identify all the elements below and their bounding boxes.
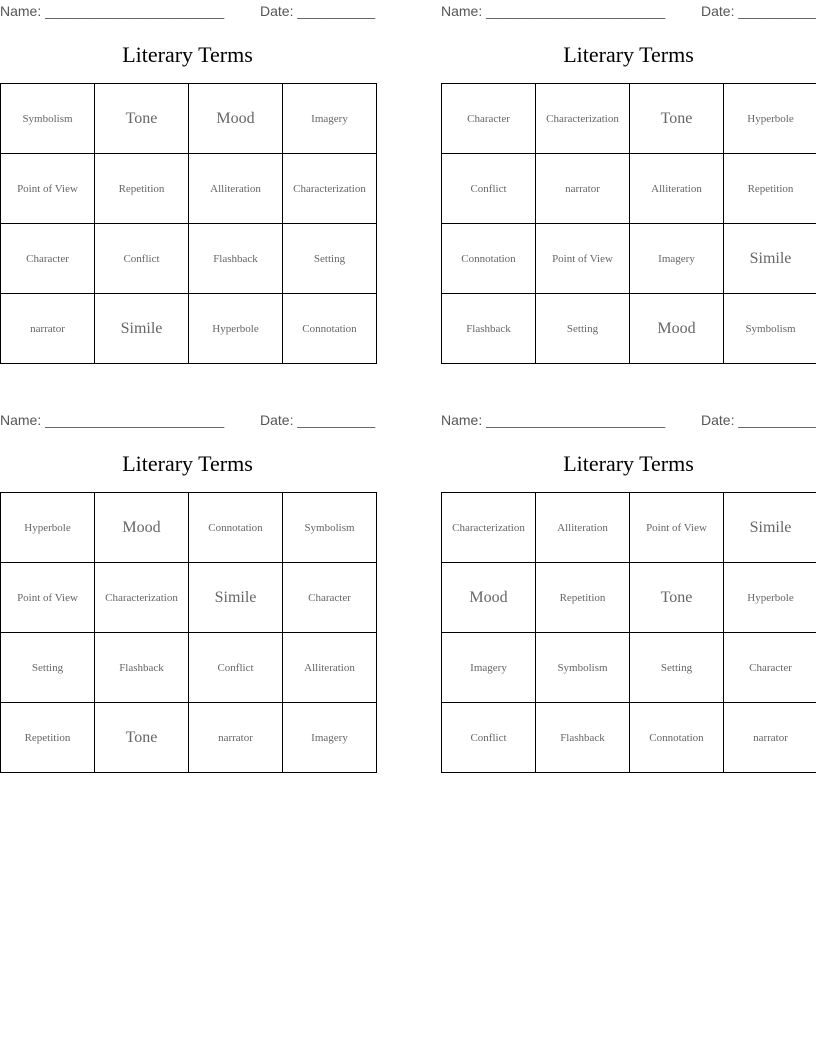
bingo-card-3 [0, 409, 375, 772]
name-date-line [441, 2, 816, 20]
grid-cell: Characterization [536, 84, 630, 154]
grid-cell: Point of View [630, 493, 724, 563]
grid-cell: Flashback [189, 224, 283, 294]
bingo-grid [0, 492, 377, 773]
card-title: Literary Terms [122, 451, 253, 476]
grid-cell: Flashback [536, 703, 630, 773]
date-label: Date: __________ [701, 412, 816, 428]
date-label: Date: __________ [260, 3, 376, 19]
grid-cell: Repetition [1, 703, 95, 773]
grid-cell: Conflict [189, 633, 283, 703]
bingo-card-1 [0, 0, 375, 363]
grid-cell: narrator [536, 154, 630, 224]
grid-cell: Alliteration [283, 633, 377, 703]
grid-cell: narrator [724, 703, 816, 773]
grid-cell: Characterization [283, 154, 377, 224]
grid-row [442, 633, 816, 703]
grid-row [442, 84, 816, 154]
bingo-card-2 [441, 0, 816, 363]
grid-cell: Point of View [536, 224, 630, 294]
grid-cell: Simile [95, 294, 189, 364]
grid-cell: Mood [95, 493, 189, 563]
grid-cell: Tone [95, 703, 189, 773]
grid-cell: Hyperbole [724, 563, 816, 633]
grid-cell: Setting [1, 633, 95, 703]
bingo-grid [0, 83, 377, 364]
name-label: Name: _______________________ [441, 412, 666, 428]
grid-cell: Tone [630, 563, 724, 633]
grid-row [1, 563, 377, 633]
name-label: Name: _______________________ [441, 3, 666, 19]
grid-cell: Tone [630, 84, 724, 154]
grid-cell: Characterization [95, 563, 189, 633]
grid-cell: Simile [724, 224, 816, 294]
grid-cell: Conflict [95, 224, 189, 294]
grid-cell: Simile [189, 563, 283, 633]
grid-cell: Symbolism [724, 294, 816, 364]
grid-cell: Character [283, 563, 377, 633]
grid-cell: Point of View [1, 154, 95, 224]
date-label: Date: __________ [260, 412, 376, 428]
grid-cell: narrator [1, 294, 95, 364]
grid-cell: Imagery [630, 224, 724, 294]
grid-cell: Connotation [630, 703, 724, 773]
grid-cell: Connotation [189, 493, 283, 563]
grid-row [442, 563, 816, 633]
grid-cell: Character [724, 633, 816, 703]
grid-cell: Symbolism [283, 493, 377, 563]
bingo-grid [441, 83, 816, 364]
grid-cell: Repetition [536, 563, 630, 633]
grid-cell: Setting [283, 224, 377, 294]
grid-cell: Symbolism [536, 633, 630, 703]
grid-cell: Mood [189, 84, 283, 154]
grid-cell: Conflict [442, 154, 536, 224]
grid-row [442, 294, 816, 364]
grid-row [1, 294, 377, 364]
name-date-line [0, 411, 375, 429]
grid-cell: Mood [630, 294, 724, 364]
card-title: Literary Terms [563, 42, 694, 67]
grid-cell: Simile [724, 493, 816, 563]
grid-row [1, 224, 377, 294]
grid-row [442, 224, 816, 294]
date-label: Date: __________ [701, 3, 816, 19]
grid-cell: Tone [95, 84, 189, 154]
grid-cell: Symbolism [1, 84, 95, 154]
grid-cell: Alliteration [536, 493, 630, 563]
grid-row [1, 154, 377, 224]
grid-cell: Alliteration [630, 154, 724, 224]
grid-cell: Alliteration [189, 154, 283, 224]
grid-row [442, 493, 816, 563]
grid-cell: Hyperbole [189, 294, 283, 364]
name-date-line [441, 411, 816, 429]
grid-cell: Character [1, 224, 95, 294]
grid-cell: Imagery [283, 703, 377, 773]
grid-row [442, 154, 816, 224]
grid-cell: Characterization [442, 493, 536, 563]
grid-row [1, 493, 377, 563]
grid-cell: Connotation [283, 294, 377, 364]
grid-cell: Imagery [442, 633, 536, 703]
grid-cell: Mood [442, 563, 536, 633]
grid-cell: Character [442, 84, 536, 154]
grid-cell: Hyperbole [1, 493, 95, 563]
grid-cell: Setting [536, 294, 630, 364]
grid-cell: Repetition [724, 154, 816, 224]
card-title: Literary Terms [563, 451, 694, 476]
grid-cell: Connotation [442, 224, 536, 294]
grid-cell: narrator [189, 703, 283, 773]
grid-cell: Conflict [442, 703, 536, 773]
grid-row [442, 703, 816, 773]
grid-row [1, 84, 377, 154]
grid-cell: Point of View [1, 563, 95, 633]
grid-cell: Hyperbole [724, 84, 816, 154]
grid-cell: Setting [630, 633, 724, 703]
grid-cell: Flashback [442, 294, 536, 364]
name-label: Name: _______________________ [0, 412, 225, 428]
name-date-line [0, 2, 375, 20]
grid-cell: Repetition [95, 154, 189, 224]
grid-cell: Flashback [95, 633, 189, 703]
card-title: Literary Terms [122, 42, 253, 67]
bingo-card-4 [441, 409, 816, 772]
name-label: Name: _______________________ [0, 3, 225, 19]
grid-row [1, 703, 377, 773]
grid-row [1, 633, 377, 703]
grid-cell: Imagery [283, 84, 377, 154]
bingo-grid [441, 492, 816, 773]
